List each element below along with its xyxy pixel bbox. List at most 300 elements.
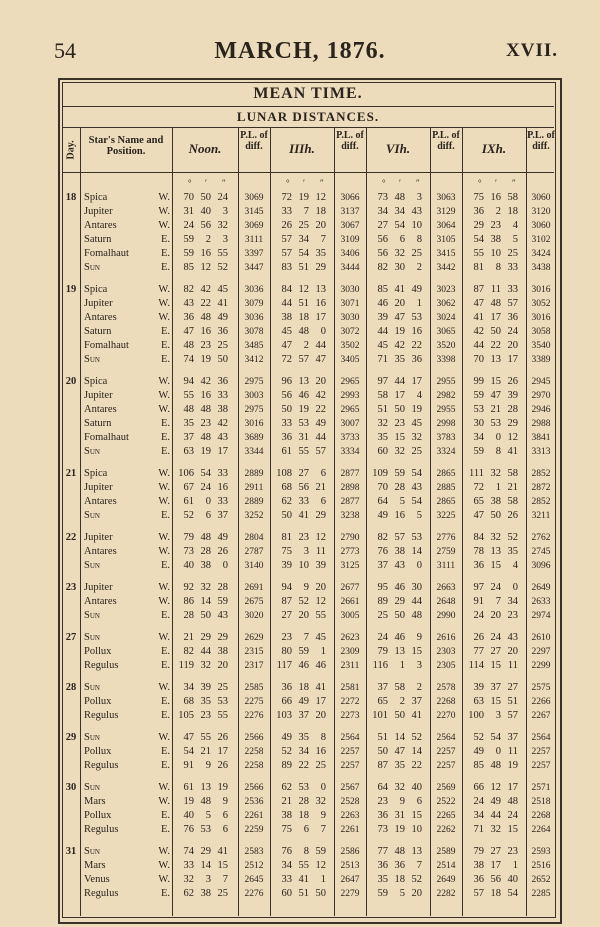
star-name: Antares	[84, 220, 117, 231]
star-direction: W.	[158, 298, 170, 309]
proportional-log-value: 3030	[340, 313, 360, 323]
proportional-log-value: 3030	[340, 285, 360, 295]
star-direction: E.	[160, 418, 170, 429]
table-row: Pollux E. 68 35 53 2275 66 49 17 2272 65 2 37 2268 63 15 51 2266	[62, 695, 554, 709]
proportional-log-value: 2677	[340, 583, 360, 593]
proportional-log-value: 2268	[531, 811, 551, 821]
proportional-log-value: 3058	[531, 327, 551, 337]
proportional-log-value: 2970	[531, 391, 551, 401]
proportional-log-value: 2257	[436, 747, 456, 757]
proportional-log-value: 2661	[340, 597, 360, 607]
proportional-log-value: 2583	[244, 847, 264, 857]
proportional-log-value: 2974	[531, 611, 551, 621]
proportional-log-value: 2276	[244, 889, 264, 899]
star-name: Mars	[84, 860, 106, 871]
proportional-log-value: 2623	[340, 633, 360, 643]
proportional-log-value: 3540	[531, 341, 551, 351]
proportional-log-value: 2647	[340, 875, 360, 885]
proportional-log-value: 3520	[436, 341, 456, 351]
proportional-log-value: 2257	[340, 761, 360, 771]
table-row: Regulus E. 91 9 26 2258 89 22 25 2257 87 35 22 2257 85 48 19 2257	[62, 759, 554, 773]
proportional-log-value: 2945	[531, 377, 551, 387]
proportional-log-value: 2285	[531, 889, 551, 899]
proportional-log-value: 2268	[436, 697, 456, 707]
proportional-log-value: 2566	[244, 733, 264, 743]
star-name: Antares	[84, 596, 117, 607]
proportional-log-value: 3003	[244, 391, 264, 401]
proportional-log-value: 3023	[436, 285, 456, 295]
proportional-log-value: 2578	[436, 683, 456, 693]
proportional-log-value: 3485	[244, 341, 264, 351]
proportional-log-value: 2877	[340, 469, 360, 479]
proportional-log-value: 2790	[340, 533, 360, 543]
proportional-log-value: 3398	[436, 355, 456, 365]
proportional-log-value: 3447	[244, 263, 264, 273]
proportional-log-value: 3120	[531, 207, 551, 217]
proportional-log-value: 3841	[531, 433, 551, 443]
proportional-log-value: 2633	[531, 597, 551, 607]
star-name: Pollux	[84, 746, 112, 757]
star-name: Jupiter	[84, 298, 113, 309]
table-row: Sun E. 40 38 0 3140 39 10 39 3125 37 43 0 3111 36 15 4 3096	[62, 559, 554, 573]
proportional-log-value: 2513	[340, 861, 360, 871]
star-name: Antares	[84, 404, 117, 415]
proportional-log-value: 3024	[436, 313, 456, 323]
proportional-log-value: 3069	[244, 221, 264, 231]
proportional-log-value: 2965	[340, 405, 360, 415]
star-direction: W.	[158, 732, 170, 743]
proportional-log-value: 3145	[244, 207, 264, 217]
proportional-log-value: 2911	[244, 483, 264, 493]
noon-column-header: Noon.	[188, 141, 222, 156]
proportional-log-value: 2265	[436, 811, 456, 821]
day-number: 29	[65, 732, 77, 743]
unit-label: ′	[303, 178, 305, 188]
unit-label: ″	[512, 178, 516, 188]
proportional-log-value: 2275	[244, 697, 264, 707]
proportional-log-value: 2663	[436, 583, 456, 593]
star-direction: W.	[158, 376, 170, 387]
proportional-log-value: 3313	[531, 447, 551, 457]
proportional-log-value: 2257	[436, 761, 456, 771]
proportional-log-value: 2975	[244, 377, 264, 387]
proportional-log-value: 2305	[436, 661, 456, 671]
star-direction: E.	[160, 696, 170, 707]
table-row: Pollux E. 40 5 6 2261 38 18 9 2263 36 31 15 2265 34 44 24 2268	[62, 809, 554, 823]
proportional-log-value: 3406	[340, 249, 360, 259]
table-row: Sun E. 28 50 43 3020 27 20 55 3005 25 50 48 2990 24 20 23 2974	[62, 609, 554, 623]
proportional-log-value: 2898	[340, 483, 360, 493]
proportional-log-value: 2629	[244, 633, 264, 643]
star-name: Sun	[84, 782, 100, 793]
star-direction: E.	[160, 746, 170, 757]
proportional-log-value: 3069	[244, 193, 264, 203]
star-name: Antares	[84, 312, 117, 323]
proportional-log-value: 3052	[531, 299, 551, 309]
table-row: Jupiter W. 67 24 16 2911 68 56 21 2898 70 28 43 2885 72 1 21 2872	[62, 481, 554, 495]
proportional-log-value: 2885	[436, 483, 456, 493]
table-row: Sun E. 74 19 50 3412 72 57 47 3405 71 35 36 3398 70 13 17 3389	[62, 353, 554, 367]
proportional-log-value: 2536	[244, 797, 264, 807]
proportional-log-value: 2564	[340, 733, 360, 743]
table-row: Fomalhaut E. 48 23 25 3485 47 2 44 3502 45 42 22 3520 44 22 20 3540	[62, 339, 554, 353]
table-row: Antares W. 24 56 32 3069 26 25 20 3067 27 54 10 3064 29 23 4 3060	[62, 219, 554, 233]
star-name: Regulus	[84, 760, 119, 771]
day-number: 21	[65, 468, 77, 479]
proportional-log-value: 2649	[436, 875, 456, 885]
unit-label: ″	[416, 178, 420, 188]
proportional-log-value: 2309	[340, 647, 360, 657]
page-header	[0, 38, 600, 74]
unit-label: ″	[222, 178, 226, 188]
proportional-log-value: 3689	[244, 433, 264, 443]
proportional-log-value: 2266	[531, 697, 551, 707]
star-direction: E.	[160, 340, 170, 351]
table-row: Sun E. 52 6 37 3252 50 41 29 3238 49 16 5 3225 47 50 26 3211	[62, 509, 554, 523]
star-direction: W.	[158, 496, 170, 507]
star-name: Sun	[84, 354, 100, 365]
proportional-log-value: 2564	[531, 733, 551, 743]
proportional-log-value: 3252	[244, 511, 264, 521]
unit-label: ′	[495, 178, 497, 188]
proportional-log-value: 3502	[340, 341, 360, 351]
table-row: 29 Sun W. 47 55 26 2566 49 35 8 2564 51 14 52 2564 52 54 37 2564	[62, 731, 554, 745]
pl-column-header: P.L. of diff.	[336, 130, 364, 152]
proportional-log-value: 2889	[244, 497, 264, 507]
proportional-log-value: 2955	[436, 405, 456, 415]
proportional-log-value: 2946	[531, 405, 551, 415]
proportional-log-value: 2272	[340, 697, 360, 707]
table-row: 20 Spica W. 94 42 36 2975 96 13 20 2965 97 44 17 2955 99 15 26 2945	[62, 375, 554, 389]
proportional-log-value: 3060	[531, 221, 551, 231]
proportional-log-value: 3036	[244, 285, 264, 295]
day-number: 22	[65, 532, 77, 543]
day-number: 27	[65, 632, 77, 643]
proportional-log-value: 2566	[244, 783, 264, 793]
star-name: Fomalhaut	[84, 248, 129, 259]
proportional-log-value: 3111	[244, 235, 264, 245]
star-direction: E.	[160, 354, 170, 365]
proportional-log-value: 2759	[436, 547, 456, 557]
star-name: Pollux	[84, 810, 112, 821]
star-name: Fomalhaut	[84, 432, 129, 443]
star-direction: W.	[158, 860, 170, 871]
proportional-log-value: 2258	[244, 761, 264, 771]
proportional-log-value: 2586	[340, 847, 360, 857]
proportional-log-value: 3442	[436, 263, 456, 273]
table-row: Regulus E. 62 38 25 2276 60 51 50 2279 59 5 20 2282 57 18 54 2285	[62, 887, 554, 901]
star-name: Saturn	[84, 234, 112, 245]
star-name: Jupiter	[84, 390, 113, 401]
unit-label: °	[188, 178, 192, 188]
star-name: Mars	[84, 796, 106, 807]
table-row: Antares W. 73 28 26 2787 75 3 11 2773 76 38 14 2759 78 13 35 2745	[62, 545, 554, 559]
proportional-log-value: 2262	[436, 825, 456, 835]
star-direction: W.	[158, 284, 170, 295]
proportional-log-value: 3405	[340, 355, 360, 365]
star-direction: W.	[158, 312, 170, 323]
star-name: Sun	[84, 682, 100, 693]
table-row: Jupiter W. 31 40 3 3145 33 7 18 3137 34 34 43 3129 36 2 18 3120	[62, 205, 554, 219]
proportional-log-value: 2516	[531, 861, 551, 871]
proportional-log-value: 3111	[436, 561, 456, 571]
proportional-log-value: 2773	[340, 547, 360, 557]
proportional-log-value: 2297	[531, 647, 551, 657]
table-row: 21 Spica W. 106 54 33 2889 108 27 6 2877 109 59 54 2865 111 32 58 2852	[62, 467, 554, 481]
pl-column-header: P.L. of diff.	[527, 130, 555, 152]
proportional-log-value: 3389	[531, 355, 551, 365]
unit-label: ″	[320, 178, 324, 188]
proportional-log-value: 2877	[340, 497, 360, 507]
proportional-log-value: 3063	[436, 193, 456, 203]
proportional-log-value: 2317	[244, 661, 264, 671]
proportional-log-value: 3438	[531, 263, 551, 273]
star-direction: W.	[158, 582, 170, 593]
proportional-log-value: 3129	[436, 207, 456, 217]
proportional-log-value: 3016	[244, 419, 264, 429]
star-direction: W.	[158, 782, 170, 793]
proportional-log-value: 2569	[436, 783, 456, 793]
proportional-log-value: 3036	[244, 313, 264, 323]
proportional-log-value: 3733	[340, 433, 360, 443]
table-row: 27 Sun W. 21 29 29 2629 23 7 45 2623 24 46 9 2616 26 24 43 2610	[62, 631, 554, 645]
proportional-log-value: 3072	[340, 327, 360, 337]
proportional-log-value: 2257	[531, 747, 551, 757]
proportional-log-value: 2965	[340, 377, 360, 387]
proportional-log-value: 2512	[244, 861, 264, 871]
proportional-log-value: 3137	[340, 207, 360, 217]
table-row: 18 Spica W. 70 50 24 3069 72 19 12 3066 73 48 3 3063 75 16 58 3060	[62, 191, 554, 205]
table-row: Mars W. 19 48 9 2536 21 28 32 2528 23 9 6 2522 24 49 48 2518	[62, 795, 554, 809]
proportional-log-value: 3020	[244, 611, 264, 621]
star-direction: E.	[160, 610, 170, 621]
star-direction: E.	[160, 432, 170, 443]
proportional-log-value: 2273	[340, 711, 360, 721]
proportional-log-value: 3415	[436, 249, 456, 259]
star-direction: E.	[160, 262, 170, 273]
star-direction: W.	[158, 632, 170, 643]
table-row: Antares W. 86 14 59 2675 87 52 12 2661 89 29 44 2648 91 7 34 2633	[62, 595, 554, 609]
proportional-log-value: 2745	[531, 547, 551, 557]
day-number: 20	[65, 376, 77, 387]
proportional-log-value: 2691	[244, 583, 264, 593]
table-row: Fomalhaut E. 37 48 43 3689 36 31 44 3733 35 15 32 3783 34 0 12 3841	[62, 431, 554, 445]
star-direction: W.	[158, 596, 170, 607]
proportional-log-value: 2865	[436, 497, 456, 507]
table-row: Jupiter W. 43 22 41 3079 44 51 16 3071 46 20 1 3062 47 48 57 3052	[62, 297, 554, 311]
proportional-log-value: 2804	[244, 533, 264, 543]
proportional-log-value: 3424	[531, 249, 551, 259]
proportional-log-value: 2258	[244, 747, 264, 757]
star-direction: E.	[160, 510, 170, 521]
proportional-log-value: 2514	[436, 861, 456, 871]
table-row: Antares W. 61 0 33 2889 62 33 6 2877 64 5 54 2865 65 38 58 2852	[62, 495, 554, 509]
proportional-log-value: 3334	[340, 447, 360, 457]
proportional-log-value: 3397	[244, 249, 264, 259]
star-name: Sun	[84, 732, 100, 743]
table-row: Regulus E. 119 32 20 2317 117 46 46 2311 116 1 3 2305 114 15 11 2299	[62, 659, 554, 673]
table-row: Jupiter W. 55 16 33 3003 56 46 42 2993 58 17 4 2982 59 47 39 2970	[62, 389, 554, 403]
table-row: Sun E. 63 19 17 3344 61 55 57 3334 60 32 25 3324 59 8 41 3313	[62, 445, 554, 459]
proportional-log-value: 2865	[436, 469, 456, 479]
table-row: 23 Jupiter W. 92 32 28 2691 94 9 20 2677 95 46 30 2663 97 24 0 2649	[62, 581, 554, 595]
proportional-log-value: 2299	[531, 661, 551, 671]
proportional-log-value: 2889	[244, 469, 264, 479]
proportional-log-value: 2982	[436, 391, 456, 401]
proportional-log-value: 2270	[436, 711, 456, 721]
page-title: MARCH, 1876.	[214, 38, 386, 64]
table-row: Saturn E. 35 23 42 3016 33 53 49 3007 32 23 45 2998 30 53 29 2988	[62, 417, 554, 431]
star-name: Spica	[84, 284, 108, 295]
star-direction: W.	[158, 532, 170, 543]
proportional-log-value: 2257	[340, 747, 360, 757]
proportional-log-value: 2645	[244, 875, 264, 885]
proportional-log-value: 2616	[436, 633, 456, 643]
table-row: Pollux E. 54 21 17 2258 52 34 16 2257 50 47 14 2257 49 0 11 2257	[62, 745, 554, 759]
proportional-log-value: 3211	[531, 511, 551, 521]
star-name: Sun	[84, 560, 100, 571]
proportional-log-value: 3071	[340, 299, 360, 309]
star-name: Regulus	[84, 824, 119, 835]
table-row: Saturn E. 59 2 3 3111 57 34 7 3109 56 6 8 3105 54 38 5 3102	[62, 233, 554, 247]
star-direction: W.	[158, 192, 170, 203]
proportional-log-value: 3412	[244, 355, 264, 365]
pl-column-header: P.L. of diff.	[432, 130, 460, 152]
day-number: 19	[65, 284, 77, 295]
star-name: Sun	[84, 262, 100, 273]
table-row: 28 Sun W. 34 39 25 2585 36 18 41 2581 37 58 2 2578 39 37 27 2575	[62, 681, 554, 695]
proportional-log-value: 2315	[244, 647, 264, 657]
proportional-log-value: 2282	[436, 889, 456, 899]
proportional-log-value: 2610	[531, 633, 551, 643]
star-direction: E.	[160, 248, 170, 259]
proportional-log-value: 2787	[244, 547, 264, 557]
unit-label: °	[382, 178, 386, 188]
table-row: 22 Jupiter W. 79 48 49 2804 81 23 12 2790 82 57 53 2776 84 32 52 2762	[62, 531, 554, 545]
proportional-log-value: 2279	[340, 889, 360, 899]
star-direction: E.	[160, 646, 170, 657]
proportional-log-value: 2585	[244, 683, 264, 693]
proportional-log-value: 3344	[244, 447, 264, 457]
proportional-log-value: 3125	[340, 561, 360, 571]
star-direction: W.	[158, 390, 170, 401]
table-row: Mars W. 33 14 15 2512 34 55 12 2513 36 36 7 2514 38 17 1 2516	[62, 859, 554, 873]
proportional-log-value: 3078	[244, 327, 264, 337]
star-direction: W.	[158, 468, 170, 479]
star-name: Antares	[84, 496, 117, 507]
proportional-log-value: 3783	[436, 433, 456, 443]
star-name: Jupiter	[84, 206, 113, 217]
proportional-log-value: 2762	[531, 533, 551, 543]
proportional-log-value: 2522	[436, 797, 456, 807]
proportional-log-value: 3005	[340, 611, 360, 621]
proportional-log-value: 3238	[340, 511, 360, 521]
proportional-log-value: 2988	[531, 419, 551, 429]
star-name: Regulus	[84, 710, 119, 721]
star-name: Spica	[84, 376, 108, 387]
proportional-log-value: 2998	[436, 419, 456, 429]
proportional-log-value: 2993	[340, 391, 360, 401]
star-name: Antares	[84, 546, 117, 557]
proportional-log-value: 3067	[340, 221, 360, 231]
pl-column-header: P.L. of diff.	[240, 130, 268, 152]
iii-column-header: IIIh.	[289, 141, 315, 156]
proportional-log-value: 3225	[436, 511, 456, 521]
star-name: Regulus	[84, 660, 119, 671]
proportional-log-value: 2955	[436, 377, 456, 387]
table-row: Sun E. 85 12 52 3447 83 51 29 3444 82 30 2 3442 81 8 33 3438	[62, 261, 554, 275]
day-number: 23	[65, 582, 77, 593]
proportional-log-value: 3079	[244, 299, 264, 309]
proportional-log-value: 2872	[531, 483, 551, 493]
section-number: XVII.	[506, 40, 558, 61]
proportional-log-value: 2852	[531, 469, 551, 479]
proportional-log-value: 3102	[531, 235, 551, 245]
star-direction: E.	[160, 710, 170, 721]
proportional-log-value: 2649	[531, 583, 551, 593]
proportional-log-value: 3007	[340, 419, 360, 429]
star-direction: E.	[160, 824, 170, 835]
star-name: Sun	[84, 632, 100, 643]
proportional-log-value: 2276	[244, 711, 264, 721]
star-column-header: Star's Name and Position.	[88, 135, 164, 157]
proportional-log-value: 2263	[340, 811, 360, 821]
vi-column-header: VIh.	[385, 141, 411, 156]
star-direction: E.	[160, 660, 170, 671]
table-row: 30 Sun W. 61 13 19 2566 62 53 0 2567 64 32 40 2569 66 12 17 2571	[62, 781, 554, 795]
proportional-log-value: 2990	[436, 611, 456, 621]
star-name: Pollux	[84, 646, 112, 657]
star-direction: W.	[158, 482, 170, 493]
proportional-log-value: 2589	[436, 847, 456, 857]
proportional-log-value: 2567	[340, 783, 360, 793]
day-number: 18	[65, 192, 77, 203]
day-number: 28	[65, 682, 77, 693]
proportional-log-value: 2852	[531, 497, 551, 507]
star-name: Spica	[84, 192, 108, 203]
star-name: Jupiter	[84, 532, 113, 543]
star-direction: E.	[160, 446, 170, 457]
star-direction: W.	[158, 846, 170, 857]
star-name: Spica	[84, 468, 108, 479]
day-number: 31	[65, 846, 77, 857]
proportional-log-value: 2975	[244, 405, 264, 415]
star-name: Jupiter	[84, 582, 113, 593]
star-name: Regulus	[84, 888, 119, 899]
star-direction: W.	[158, 546, 170, 557]
star-name: Sun	[84, 510, 100, 521]
star-direction: E.	[160, 760, 170, 771]
star-name: Saturn	[84, 326, 112, 337]
star-name: Sun	[84, 610, 100, 621]
proportional-log-value: 2648	[436, 597, 456, 607]
proportional-log-value: 3324	[436, 447, 456, 457]
proportional-log-value: 2311	[340, 661, 360, 671]
star-name: Venus	[84, 874, 110, 885]
star-direction: E.	[160, 560, 170, 571]
proportional-log-value: 2575	[531, 683, 551, 693]
proportional-log-value: 2259	[244, 825, 264, 835]
proportional-log-value: 3060	[531, 193, 551, 203]
table-row: Saturn E. 47 16 36 3078 45 48 0 3072 44 19 16 3065 42 50 24 3058	[62, 325, 554, 339]
star-name: Jupiter	[84, 482, 113, 493]
proportional-log-value: 2264	[531, 825, 551, 835]
proportional-log-value: 2571	[531, 783, 551, 793]
star-direction: E.	[160, 888, 170, 899]
table-row: Regulus E. 105 23 55 2276 103 37 20 2273 101 50 41 2270 100 3 57 2267	[62, 709, 554, 723]
proportional-log-value: 2257	[531, 761, 551, 771]
proportional-log-value: 2564	[436, 733, 456, 743]
